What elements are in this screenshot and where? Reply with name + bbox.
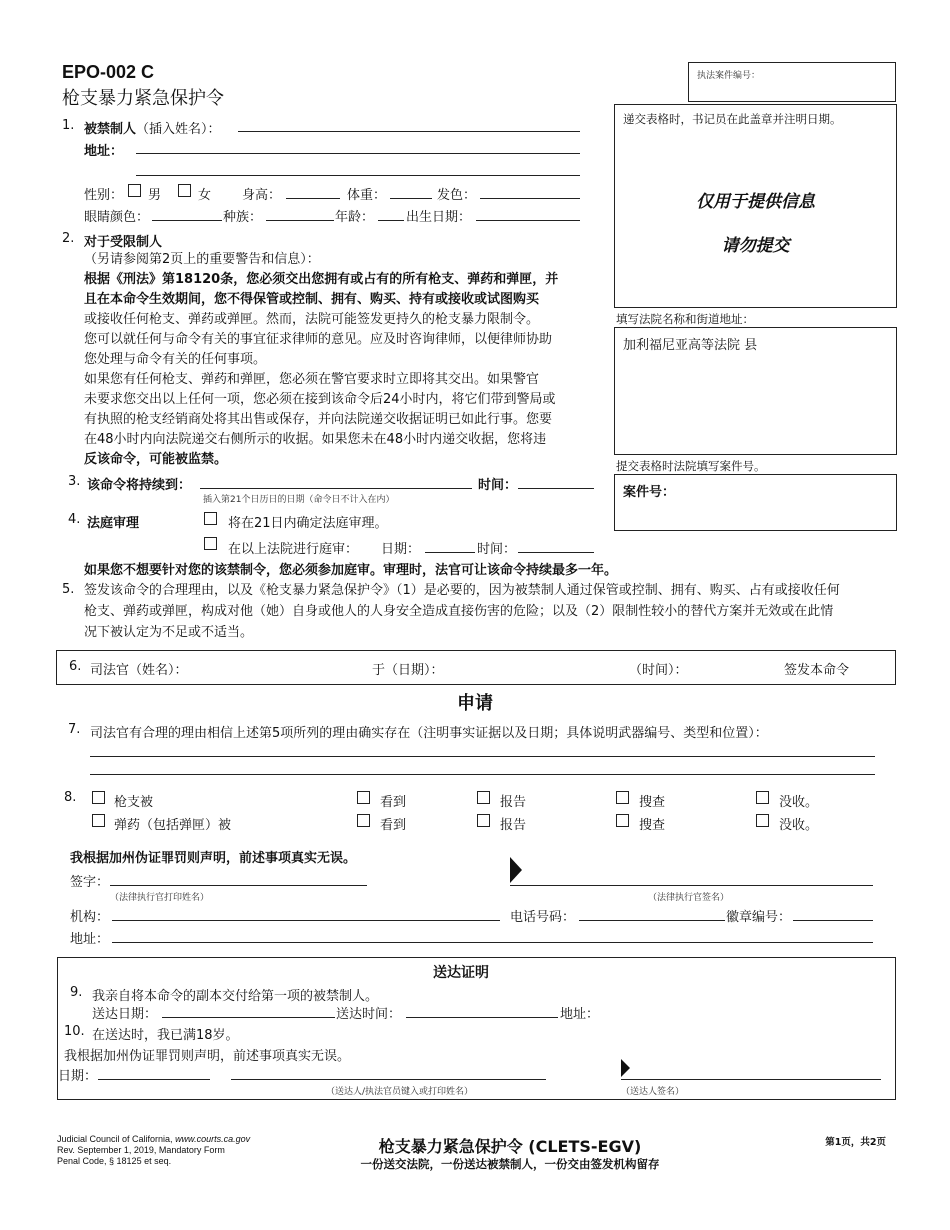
service-date-line[interactable] (162, 1017, 335, 1018)
footer-subtitle: 一份送交法院，一份送达被禁制人，一份交由签发机构留存 (360, 1157, 660, 1171)
server-declaration: 我根据加州伪证罪罚则声明，前述事项真实无误。 (64, 1049, 351, 1064)
hearing-date-line[interactable] (425, 552, 475, 553)
ammunition-reported-checkbox[interactable] (477, 814, 490, 827)
service-time-label: 送达时间： (336, 1007, 402, 1022)
item2-title: 对于受限制人 (84, 235, 163, 250)
item2-number: 2. (62, 231, 75, 246)
proof-of-service-title: 送达证明 (433, 965, 489, 981)
female-label: 女 (198, 188, 212, 203)
judicial-officer-label: 司法官（姓名）： (90, 663, 188, 678)
hearing-date-label: 日期： (381, 542, 421, 557)
firearms-reported-checkbox[interactable] (477, 791, 490, 804)
hearing-time-label: 时间： (477, 542, 517, 557)
officer-signature-hint: （法律执行官签名） (648, 893, 730, 903)
male-label: 男 (148, 188, 162, 203)
firearms-seen-checkbox[interactable] (357, 791, 370, 804)
officer-address-label: 地址： (70, 932, 110, 947)
sex-label: 性别： (84, 188, 124, 203)
race-label: 种族： (223, 210, 263, 225)
court-name-label: 填写法院名称和街道地址： (616, 312, 754, 326)
clerk-stamp-text: 递交表格时，书记员在此盖章并注明日期。 (623, 112, 842, 126)
male-checkbox[interactable] (128, 184, 141, 197)
hearing-time-line[interactable] (518, 552, 594, 553)
item7-text: 司法官有合理的理由相信上述第5项所列的理由确实存在（注明事实证据以及日期；具体说明武器编号、类型和位置）： (90, 726, 768, 741)
height-line[interactable] (286, 198, 340, 199)
issue-date-label: 于（日期）： (372, 663, 444, 678)
order-expires-label: 该命令将持续到： (87, 478, 192, 493)
expiry-date-line[interactable] (200, 488, 472, 489)
item5-number: 5. (62, 582, 75, 597)
ammunition-seized-checkbox[interactable] (756, 814, 769, 827)
perjury-declaration: 我根据加州伪证罪罚则声明，前述事项真实无误。 (70, 851, 357, 866)
server-signature-line[interactable] (621, 1079, 881, 1080)
item4-number: 4. (68, 512, 81, 527)
case-number-label: 案件号： (623, 485, 676, 500)
officer-printed-name-line[interactable] (110, 885, 367, 886)
item10-text: 在送达时，我已满18岁。 (92, 1028, 239, 1043)
server-name-line[interactable] (231, 1079, 546, 1080)
age-line[interactable] (378, 220, 404, 221)
ammunition-checkbox[interactable] (92, 814, 105, 827)
item7-line-1[interactable] (90, 756, 875, 757)
firearms-seized-label: 没收。 (779, 795, 819, 810)
phone-line[interactable] (579, 920, 725, 921)
proof-of-service-box (57, 957, 896, 1100)
server-date-line[interactable] (98, 1079, 210, 1080)
clerk-stamp-box (614, 104, 897, 308)
female-checkbox[interactable] (178, 184, 191, 197)
item2-warning-text: （另请参阅第2页上的重要警告和信息）： 根据《刑法》第18120条，您必须交出您拥有或占有的所有枪支、弹药和弹匣，并 且在本命令生效期间，您不得保管或控制、拥有、购买、持有或接收或试图购买 或接收任何枪支、弹药或弹匣。然而，法院可能签发更持久的枪支暴力限制令。 您可以就任何与命令有关的事宜征求律师的意见。应及时咨询律师，以便律师协助 您处理与命令有关的任何事项。 如果您有任何枪支、弹药和弹匣，您必须在警官要求时立即将其交出。如果警官 未要求您交出以上任何一项，您必须在接到该命令后24小时内，将它们带到警局或 有执照的枪支经销商处将其出售或保存，并向法院递交收据证明已如此行事。您要 在48小时内向法院递交右侧所示的收据。如果您未在48小时内递交收据，您将违 反该命令，可能被监禁。 (84, 252, 559, 467)
issue-time-label: （时间）： (629, 663, 688, 678)
case-number-instruction: 提交表格时法院填写案件号。 (616, 459, 766, 473)
dob-label: 出生日期： (406, 210, 472, 225)
restrained-person-label: 被禁制人（插入姓名）： (84, 122, 221, 137)
eye-color-line[interactable] (152, 220, 222, 221)
firearms-searched-label: 搜查 (639, 795, 666, 810)
ammunition-seized-label: 没收。 (779, 818, 819, 833)
do-not-file-text: 请勿提交 (721, 236, 790, 256)
court-hearing-label: 法庭审理 (87, 516, 140, 531)
server-name-hint: （送达人/执法官员键入或打印姓名） (326, 1087, 474, 1097)
ammunition-seen-label: 看到 (380, 818, 407, 833)
height-label: 身高： (242, 188, 282, 203)
address-line-1[interactable] (136, 153, 580, 154)
hair-line[interactable] (480, 198, 580, 199)
item6-number: 6. (69, 659, 82, 674)
application-title: 申请 (457, 693, 493, 714)
firearms-checkbox[interactable] (92, 791, 105, 804)
hearing-21-days-label: 将在21日内确定法庭审理。 (228, 516, 388, 531)
badge-label: 徽章编号： (726, 910, 792, 925)
officer-signature-line[interactable] (510, 885, 873, 886)
agency-line[interactable] (112, 920, 500, 921)
weight-label: 体重： (347, 188, 387, 203)
case-number-field[interactable] (614, 474, 897, 531)
service-time-line[interactable] (406, 1017, 558, 1018)
firearms-searched-checkbox[interactable] (616, 791, 629, 804)
dob-line[interactable] (476, 220, 580, 221)
weight-line[interactable] (390, 198, 432, 199)
hearing-scheduled-label: 在以上法院进行庭审： (228, 542, 359, 557)
eye-color-label: 眼睛颜色： (84, 210, 150, 225)
signature-arrow-icon (510, 857, 522, 883)
race-line[interactable] (266, 220, 334, 221)
firearms-reported-label: 报告 (500, 795, 527, 810)
officer-address-line[interactable] (112, 942, 873, 943)
footer-council: Judicial Council of California, (57, 1134, 176, 1144)
hearing-scheduled-checkbox[interactable] (204, 537, 217, 550)
address-label: 地址： (84, 144, 124, 159)
age-label: 年龄： (335, 210, 375, 225)
court-name: 加利福尼亚高等法院 县 (623, 338, 758, 353)
agency-label: 机构： (70, 910, 110, 925)
item10-number: 10. (64, 1024, 85, 1039)
hearing-21-days-checkbox[interactable] (204, 512, 217, 525)
signature-label: 签字： (70, 875, 110, 890)
officer-printed-name-hint: （法律执行官打印姓名） (110, 893, 210, 903)
footer-title: 枪支暴力紧急保护令 (CLETS-EGV) (378, 1137, 642, 1156)
address-line-2[interactable] (136, 175, 580, 176)
case-number-box[interactable] (688, 62, 896, 102)
firearms-seized-checkbox[interactable] (756, 791, 769, 804)
ammunition-searched-label: 搜查 (639, 818, 666, 833)
ammunition-seen-checkbox[interactable] (357, 814, 370, 827)
item9-number: 9. (70, 985, 83, 1000)
item5-text: 签发该命令的合理理由，以及《枪支暴力紧急保护令》（1）是必要的，因为被禁制人通过保管或控制、拥有、购买、占有或接收任何 枪支、弹药或弹匣，构成对他（她）自身或他人的人身安全造成直接伤害的危险；以及（2）限制性较小的替代方案并无效或在此情 况下被认定为不足或不适当。 (84, 583, 840, 640)
firearms-seen-label: 看到 (380, 795, 407, 810)
ammunition-searched-checkbox[interactable] (616, 814, 629, 827)
restrained-person-name-line[interactable] (238, 131, 580, 132)
footer-revision: Rev. September 1, 2019, Mandatory Form (57, 1145, 225, 1155)
item7-number: 7. (68, 722, 81, 737)
firearms-label: 枪支被 (114, 795, 154, 810)
case-number-box-label: 执法案件编号： (697, 71, 761, 81)
expiry-time-label: 时间： (478, 478, 518, 493)
judicial-officer-box (56, 650, 896, 685)
service-address-label: 地址： (560, 1007, 600, 1022)
server-signature-arrow-icon (621, 1059, 630, 1077)
item9-text: 我亲自将本命令的副本交付给第一项的被禁制人。 (92, 989, 379, 1004)
expiry-time-line[interactable] (518, 488, 594, 489)
item7-line-2[interactable] (90, 774, 875, 775)
ammunition-label: 弹药（包括弹匣）被 (114, 818, 232, 833)
item8-number: 8. (64, 790, 77, 805)
form-code: EPO-002 C (62, 62, 155, 82)
item3-number: 3. (68, 474, 81, 489)
expiry-date-hint: 插入第21个日历日的日期（命令日不计入在内） (203, 495, 395, 505)
hearing-warning: 如果您不想要针对您的该禁制令，您必须参加庭审。审理时，法官可让该命令持续最多一年。 (84, 563, 618, 578)
footer-site-link[interactable]: www.courts.ca.gov (175, 1134, 251, 1144)
form-title: 枪支暴力紧急保护令 (62, 88, 224, 109)
page-number: 第1页，共2页 (825, 1137, 886, 1148)
court-name-box[interactable] (614, 327, 897, 455)
phone-label: 电话号码： (510, 910, 576, 925)
badge-line[interactable] (793, 920, 873, 921)
item1-number: 1. (62, 118, 75, 133)
footer-code: Penal Code, § 18125 et seq. (57, 1156, 172, 1166)
server-date-label: 日期： (58, 1069, 98, 1084)
ammunition-reported-label: 报告 (500, 818, 527, 833)
hair-label: 发色： (437, 188, 477, 203)
server-signature-hint: （送达人签名） (621, 1087, 685, 1097)
service-date-label: 送达日期： (92, 1007, 158, 1022)
info-only-text: 仅用于提供信息 (696, 192, 815, 212)
issue-order-label: 签发本命令 (784, 663, 850, 678)
